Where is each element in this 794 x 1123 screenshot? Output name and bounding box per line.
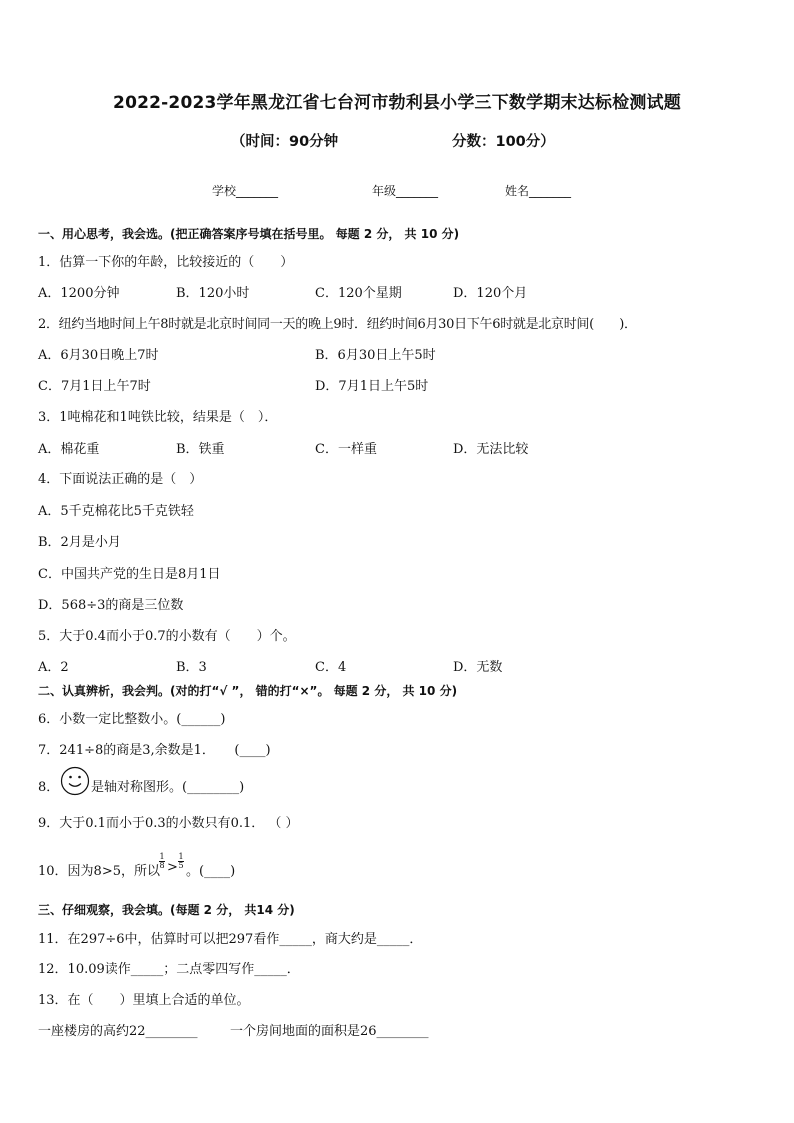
q10-greater-than: > [167,860,178,875]
q13-blank-b: 一个房间地面的面积是26________ [230,1024,429,1039]
q1-option-d: D．120个月 [453,286,528,301]
q10-fraction-1-denominator: 8 [159,861,165,870]
q1-option-a: A．1200分钟 [38,286,120,301]
section3-heading: 三、仔细观察，我会填。(每题 2 分， 共14 分) [38,903,295,917]
page-title: 2022-2023学年黑龙江省七台河市勃利县小学三下数学期末达标检测试题 [113,93,681,113]
school-field: 学校_______ [212,184,279,198]
q5-option-b: B．3 [176,660,207,675]
q3-option-c: C．一样重 [315,442,377,457]
q10-fraction-2-denominator: 5 [178,861,184,870]
q6: 6．小数一定比整数小。(______) [38,712,226,727]
section2-heading: 二、认真辨析，我会判。(对的打“√ ”， 错的打“×”。 每题 2 分， 共 10 分) [38,684,458,698]
grade-field: 年级_______ [372,184,439,198]
q3-option-d: D．无法比较 [453,442,529,457]
q5-option-d: D．无数 [453,660,503,675]
q4-option-c: C．中国共产党的生日是8月1日 [38,567,221,582]
q4-option-a: A．5千克棉花比5千克铁轻 [38,504,194,519]
q1-option-c: C．120个星期 [315,286,402,301]
section1-heading: 一、用心思考，我会选。(把正确答案序号填在括号里。 每题 2 分， 共 10 分) [38,227,460,241]
q5-option-c: C．4 [315,660,347,675]
q13-blank-a: 一座楼房的高约22________ [38,1024,198,1039]
exam-score: 分数：100分） [452,134,555,150]
q3-stem: 3．1吨棉花和1吨铁比较，结果是（ ）． [38,410,278,425]
q12: 12．10.09读作_____；二点零四写作_____． [38,962,300,977]
q10-fraction-2 [178,853,184,870]
q1-stem: 1．估算一下你的年龄，比较接近的（ ） [38,255,294,270]
q9: 9．大于0.1而小于0.3的小数只有0.1． （ ） [38,816,299,831]
q10-fraction-1-numerator: 1 [159,852,165,861]
name-field: 姓名_______ [505,184,572,198]
q10-fraction-1 [159,853,165,870]
q11: 11．在297÷6中，估算时可以把297看作_____，商大约是_____． [38,932,423,947]
q10-fraction-2-numerator: 1 [178,852,184,861]
q2-option-b: B．6月30日上午5时 [315,348,436,363]
q8-text: 是轴对称图形。(________) [91,780,245,795]
q2-option-a: A．6月30日晚上7时 [38,348,159,363]
q4-option-b: B．2月是小月 [38,535,121,550]
q4-option-d: D．568÷3的商是三位数 [38,598,184,613]
q4-stem: 4．下面说法正确的是（ ） [38,472,203,487]
exam-time: （时间：90分钟 [231,134,339,150]
smiley-face-icon [60,766,90,796]
q1-option-b: B．120小时 [176,286,250,301]
q3-option-a: A．棉花重 [38,442,100,457]
q2-option-d: D．7月1日上午5时 [315,379,429,394]
q5-stem: 5．大于0.4而小于0.7的小数有（ ）个。 [38,629,296,644]
q2-option-c: C．7月1日上午7时 [38,379,151,394]
q13: 13．在（ ）里填上合适的单位。 [38,993,250,1008]
q10-suffix: 。(____) [186,864,236,879]
q10-prefix: 10．因为8>5，所以 [38,864,160,879]
q5-option-a: A．2 [38,660,69,675]
q8-number: 8． [38,780,60,795]
q3-option-b: B．铁重 [176,442,225,457]
q7: 7．241÷8的商是3,余数是1． (____) [38,743,271,758]
q2-stem: 2．纽约当地时间上午8时就是北京时间同一天的晚上9时．纽约时间6月30日下午6时就是北京时间( )． [38,317,637,332]
